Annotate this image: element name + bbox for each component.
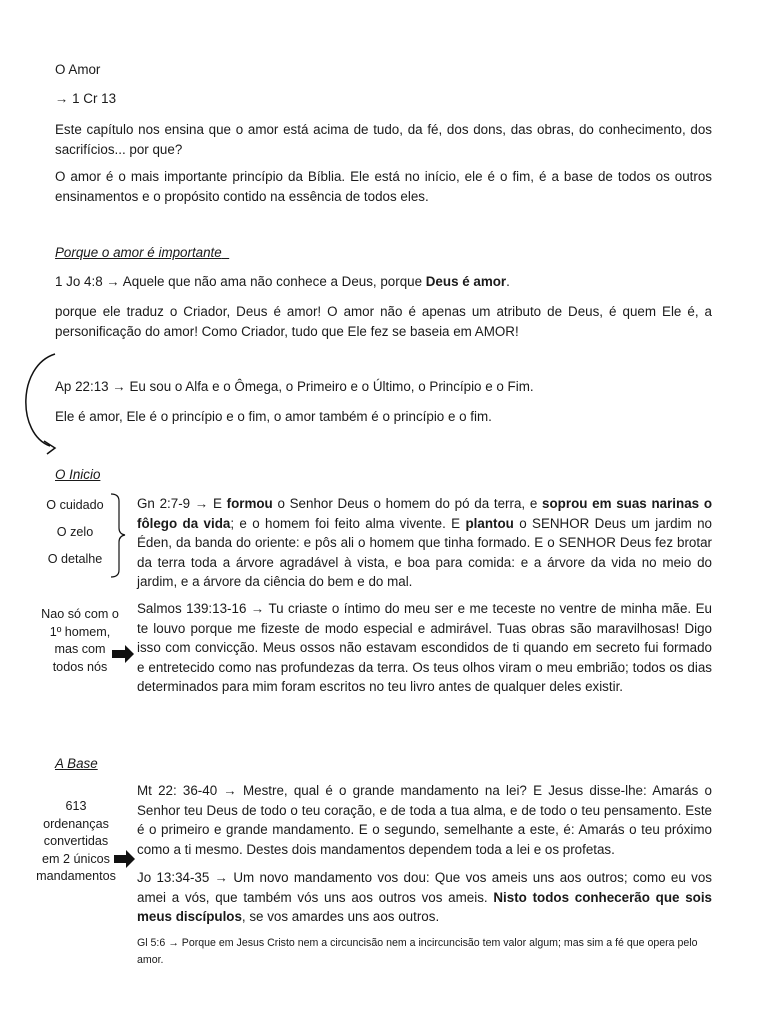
verse-1jo-text: Aquele que não ama não conhece a Deus, porque bbox=[119, 274, 426, 289]
verse-jo13 bbox=[137, 868, 712, 927]
side-note-line: 613 bbox=[65, 799, 87, 813]
side-note-line: Nao só com o bbox=[41, 607, 119, 621]
verse-gn-part: o SENHOR Deus um jardim no Éden, da banda do oriente: e pôs ali o homem que tinha formado. E o SENHOR Deus fez brotar da terra toda a árvore agradável à vista, e boa para comida: e a árvore da vida no meio do jardim, e a árvore da ciência do bem e do mal. bbox=[137, 515, 712, 589]
verse-gn-part: E bbox=[208, 496, 227, 511]
section-heading-inicio: O Inicio bbox=[55, 467, 101, 482]
side-note-line: em 2 únicos bbox=[42, 851, 110, 866]
side-item: O detalhe bbox=[47, 552, 103, 566]
page-title: O Amor bbox=[55, 62, 101, 77]
side-note-line: mandamentos bbox=[36, 869, 116, 883]
intro-paragraph-2: O amor é o mais importante princípio da Bíblia. Ele está no início, ele é o fim, é a base de todos os outros ensinamentos e o propósito contido na essência de todos eles. bbox=[55, 169, 712, 204]
intro-paragraph-1: Este capítulo nos ensina que o amor está acima de tudo, da fé, dos dons, das obras, do conhecimento, dos sacrifícios... por que? bbox=[55, 122, 712, 157]
verse-gn-part-bold: formou bbox=[226, 496, 273, 511]
verse-jo13-end: , se vos amardes uns aos outros. bbox=[241, 909, 440, 924]
verse-1jo-bold: Deus é amor bbox=[425, 274, 507, 289]
side-item: O cuidado bbox=[46, 498, 104, 512]
side-note-line: mas com bbox=[54, 642, 106, 656]
arrow-right-icon: → bbox=[55, 91, 69, 106]
verse-mt-ref: Mt 22: 36-40 bbox=[137, 783, 218, 798]
arrow-right-icon: → bbox=[223, 783, 237, 798]
arrow-right-icon: → bbox=[194, 496, 209, 511]
verse-gl-ref: Gl 5:6 bbox=[137, 937, 166, 949]
verse-jo13-bold: Nisto todos conhecerão que sois meus discípulos bbox=[137, 889, 712, 924]
side-note-line: convertidas bbox=[43, 834, 109, 848]
verse-gn-ref: Gn 2:7-9 bbox=[137, 496, 191, 511]
side-note-line: 1º homem, bbox=[49, 624, 111, 639]
side-note-line: ordenanças bbox=[43, 816, 109, 831]
verse-1jo-ref: 1 Jo 4:8 bbox=[55, 274, 103, 289]
section-heading-importance-text: Porque o amor é importante bbox=[55, 245, 222, 260]
verse-ap-note: Ele é amor, Ele é o princípio e o fim, o amor também é o princípio e o fim. bbox=[55, 409, 492, 424]
arrow-right-icon: → bbox=[106, 274, 120, 289]
arrow-right-icon: → bbox=[168, 937, 179, 949]
verse-ap-ref: Ap 22:13 bbox=[55, 379, 109, 394]
verse-gl bbox=[137, 935, 717, 969]
section-heading-base: A Base bbox=[55, 756, 98, 771]
arrow-right-icon: → bbox=[214, 870, 229, 885]
arrow-right-icon: → bbox=[250, 601, 265, 616]
verse-ps-text: Tu criaste o íntimo do meu ser e me teceste no ventre de minha mãe. Eu te louvo porque me fizeste de modo especial e admirável. Tuas obras são maravilhosas! Digo isso com convicção. Meus ossos não estavam escondidos de ti quando em secreto fui formado e entretecido como nas profundezas da terra. Os teus olhos viram o meu embrião; todos os dias determinados para mim foram escritos no teu livro antes de qualquer deles existir. bbox=[137, 601, 712, 694]
verse-gn-part: o Senhor Deus o homem do pó da terra, e bbox=[272, 496, 543, 511]
importance-paragraph: porque ele traduz o Criador, Deus é amor! O amor não é apenas um atributo de Deus, é quem Ele é, a personificação do amor! Como Criador, tudo que Ele fez se baseia em AMOR! bbox=[55, 304, 712, 339]
side-note-line: todos nós bbox=[52, 659, 108, 674]
verse-mt-text: Mestre, qual é o grande mandamento na lei? E Jesus disse-lhe: Amarás o Senhor teu Deus de todo o teu coração, e de toda a tua alma, e de todo o teu pensamento. Este é o primeiro e grande mandamento. E o segundo, semelhante a este, é: Amarás o teu próximo como a ti mesmo. Destes dois mandamentos dependem toda a lei e os profetas. bbox=[137, 783, 712, 857]
side-item: O zelo bbox=[56, 525, 94, 539]
verse-jo13-text: Um novo mandamento vos dou: Que vos ameis uns aos outros; como eu vos amei a vós, que também vós uns aos outros vos ameis. bbox=[137, 870, 712, 905]
verse-ps-ref: Salmos 139:13-16 bbox=[137, 601, 247, 616]
verse-gn-part: ; e o homem foi feito alma vivente. E bbox=[230, 515, 466, 531]
arrow-right-icon: → bbox=[112, 379, 126, 394]
verse-gn-part-bold: plantou bbox=[465, 515, 514, 531]
verse-ap-text: Eu sou o Alfa e o Ômega, o Primeiro e o Último, o Princípio e o Fim. bbox=[125, 379, 534, 394]
verse-gl-text: Porque em Jesus Cristo nem a circuncisão nem a incircuncisão tem valor algum; mas sim a fé que opera pelo amor. bbox=[137, 937, 698, 966]
main-reference-text: 1 Cr 13 bbox=[72, 91, 117, 106]
verse-1jo-end: . bbox=[506, 274, 510, 289]
verse-gn-part-bold: soprou em suas narinas o fôlego da vida bbox=[137, 496, 712, 531]
verse-mt bbox=[137, 781, 712, 859]
verse-jo13-ref: Jo 13:34-35 bbox=[137, 870, 210, 885]
